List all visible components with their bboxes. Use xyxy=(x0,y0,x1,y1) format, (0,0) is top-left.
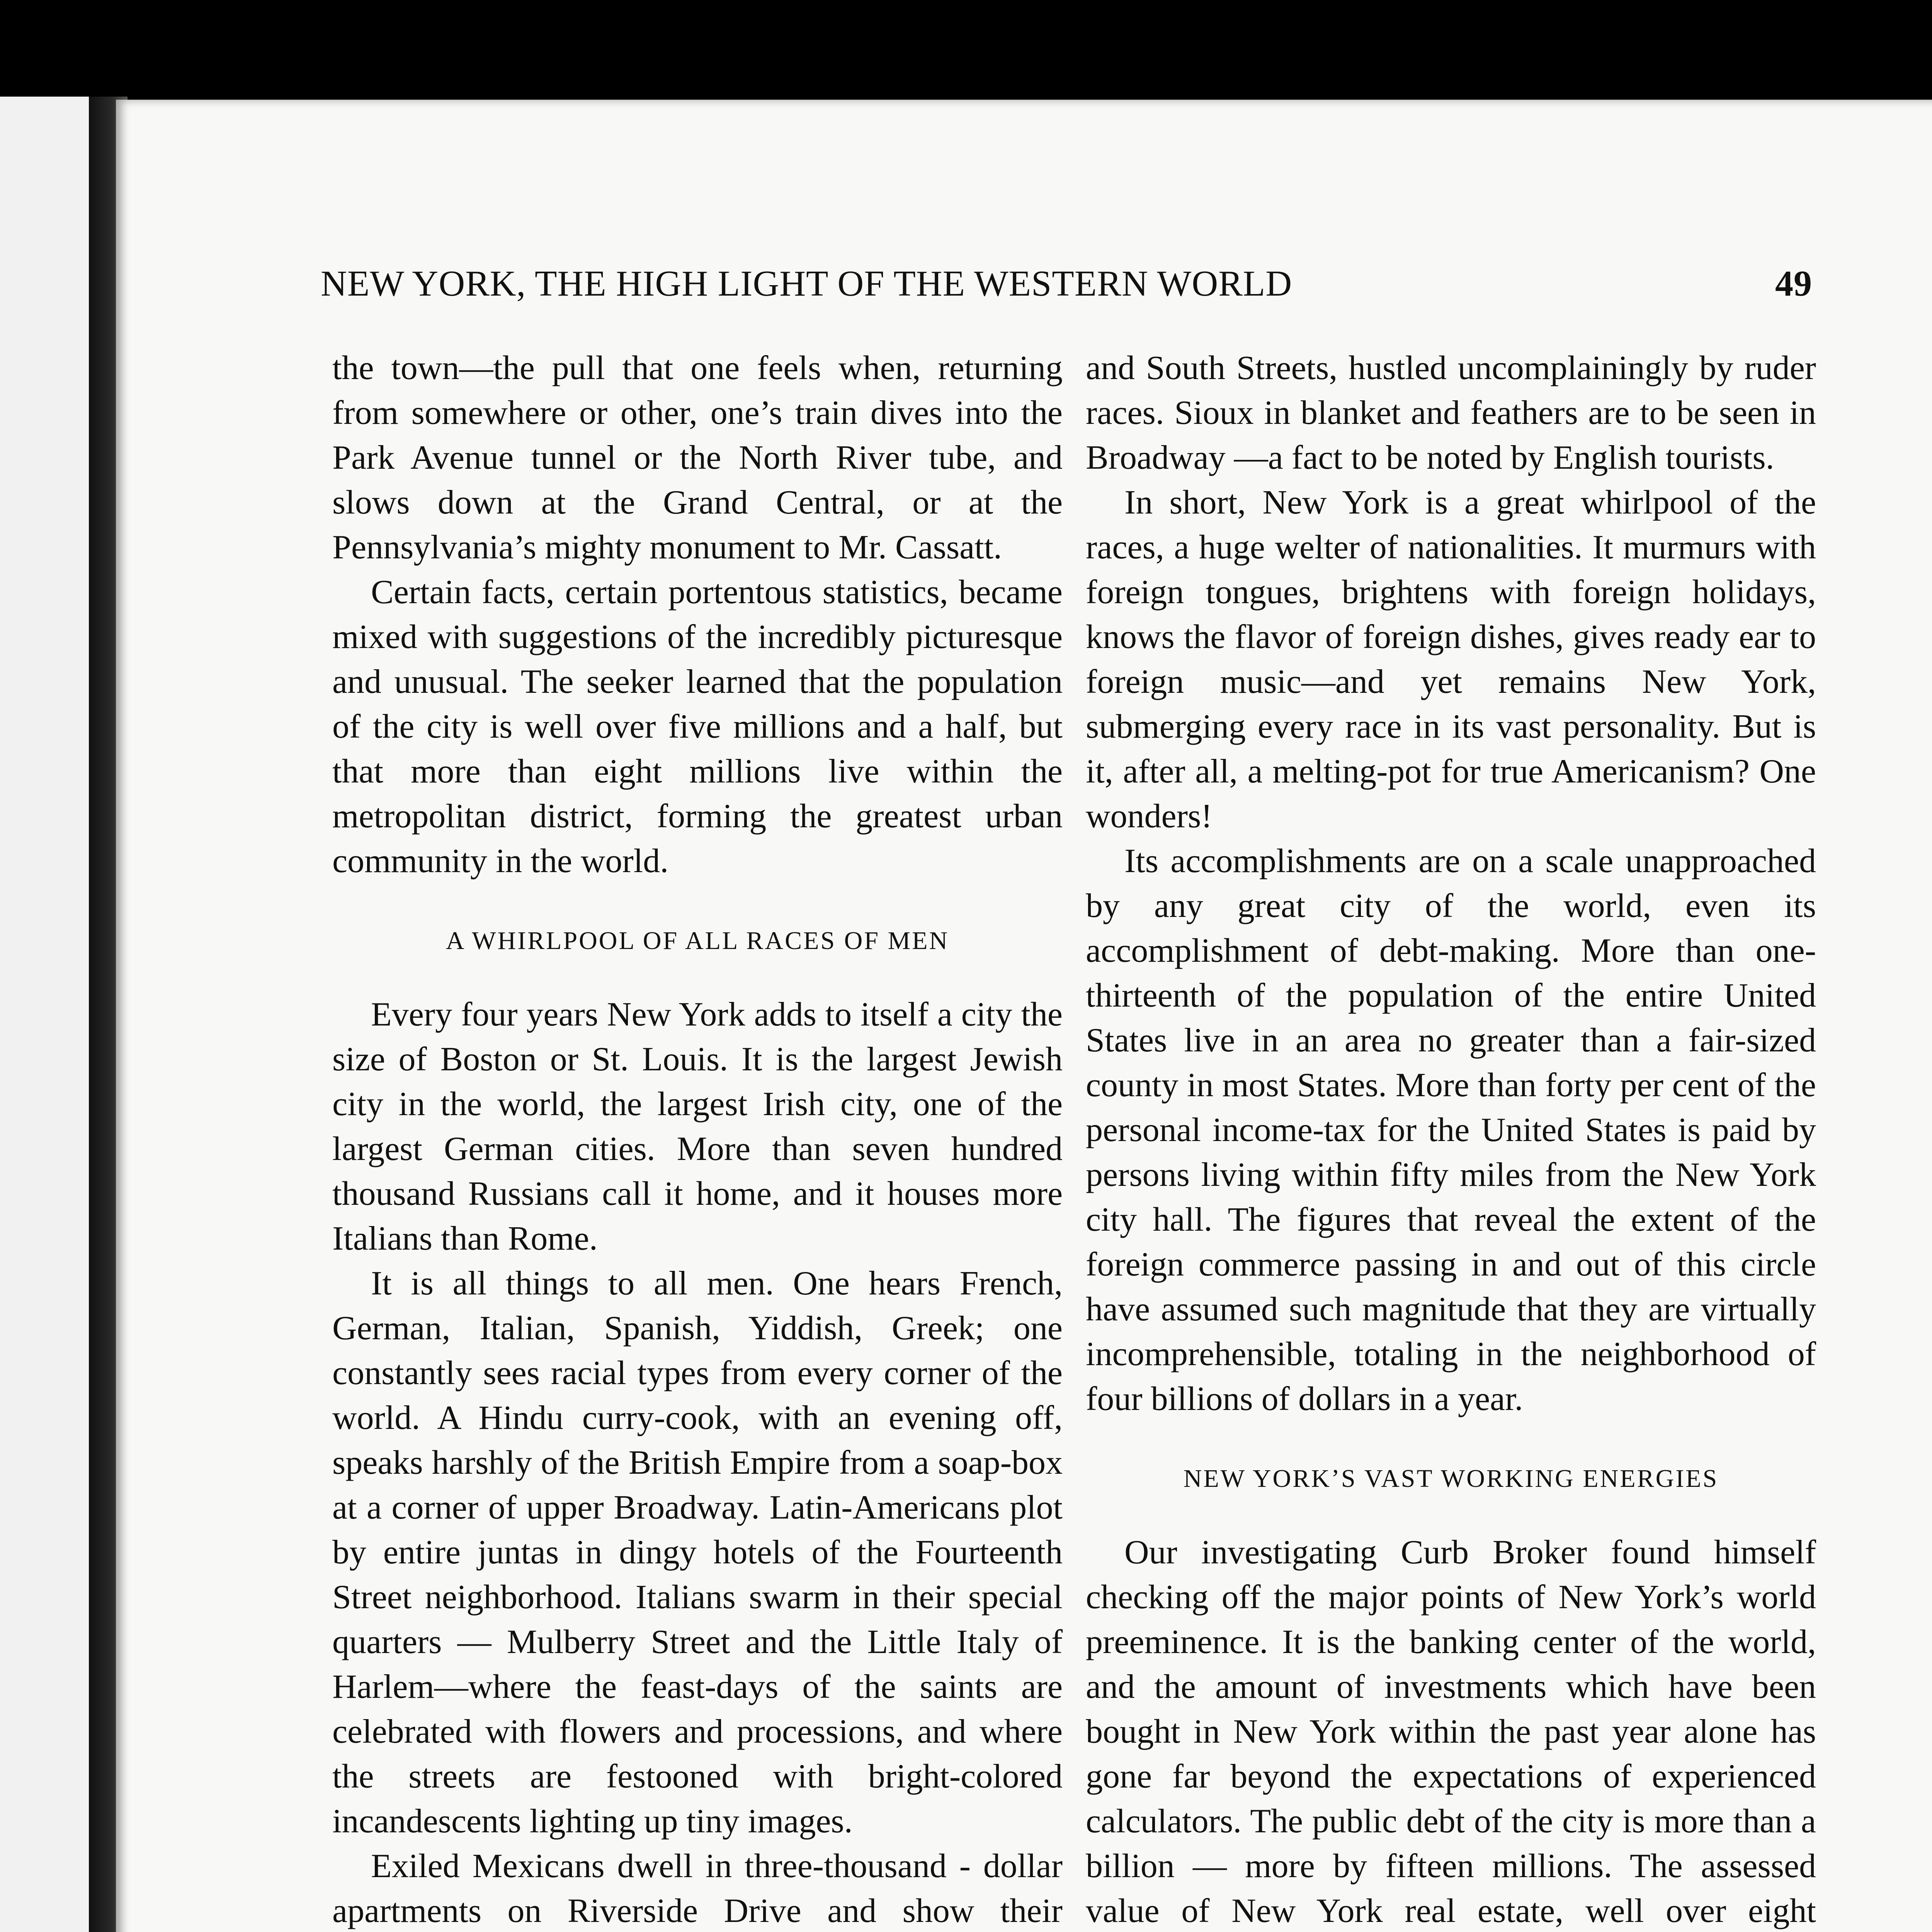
running-head-title: NEW YORK, THE HIGH LIGHT OF THE WESTERN WORLD xyxy=(321,264,1293,304)
paragraph: In short, New York is a great whirlpool of the races, a huge welter of nationalities. It murmurs with foreign tongues, brightens with foreign holidays, knows the flavor of foreign dishes, gives ready ear to foreign music—and yet remains New York, submerging every race in its vast personality. But is it, after all, a melting-pot for true Americanism? One wonders! xyxy=(1086,484,1816,835)
paragraph: Certain facts, certain portentous statistics, became mixed with suggestions of the incredibly picturesque and unusual. The seeker learned that the population of the city is well over five millions and a half, but that more than eight millions live within the metropolitan district, forming the greatest urban community in the world. xyxy=(332,573,1063,880)
paragraph: Every four years New York adds to itself a city the size of Boston or St. Louis. It is the largest Jewish city in the world, the largest Irish city, one of the largest German cities. More than seven hundred thousand Russians call it home, and it houses more Italians than Rome. xyxy=(332,996,1063,1257)
left-column xyxy=(332,346,1063,1932)
right-column xyxy=(1086,346,1816,1932)
page-number: 49 xyxy=(1775,264,1812,304)
paragraph: the town—the pull that one feels when, returning from somewhere or other, one’s train dives into the Park Avenue tunnel or the North River tube, and slows down at the Grand Central, or at the Pennsylvania’s mighty monument to Mr. Cassatt. xyxy=(332,349,1063,566)
paragraph: It is all things to all men. One hears French, German, Italian, Spanish, Yiddish, Greek; one constantly sees racial types from every corner of the world. A Hindu curry-cook, with an evening off, speaks harshly of the British Empire from a soap-box at a corner of upper Broadway. Latin-Americans plot by entire juntas in dingy hotels of the Fourteenth Street neighborhood. Italians swarm in their special quarters — Mulberry Street and the Little Italy of Harlem—where the feast-days of the saints are celebrated with flowers and processions, and where the streets are festooned with bright-colored incandescents lighting up tiny images. xyxy=(332,1265,1063,1840)
paragraph: and South Streets, hustled uncomplainingly by ruder races. Sioux in blanket and feathers are to be seen in Broadway —a fact to be noted by English tourists. xyxy=(1086,349,1816,476)
running-head xyxy=(321,263,1812,304)
section-heading: NEW YORK’S VAST WORKING ENERGIES xyxy=(1183,1464,1719,1493)
paragraph: Exiled Mexicans dwell in three-thousand - dollar apartments on Riverside Drive and show their xyxy=(332,1847,1063,1930)
section-heading: A WHIRLPOOL OF ALL RACES OF MEN xyxy=(446,927,949,955)
paragraph: Our investigating Curb Broker found himself checking off the major points of New York’s world preeminence. It is the banking center of the world, and the amount of investments which have been bought in New York within the past year alone has gone far beyond the expectations of experienced calculators. The public debt of the city is more than a billion — more by fifteen millions. The assessed value of New York real estate, well over eight xyxy=(1086,1534,1816,1930)
previous-page-edge xyxy=(0,97,89,1932)
paragraph: Its accomplishments are on a scale unapproached by any great city of the world, even its accomplishment of debt-making. More than one-thirteenth of the population of the entire United States live in an area no greater than a fair-sized county in most States. More than forty per cent of the personal income-tax for the United States is paid by persons living within fifty miles from the New York city hall. The figures that reveal the extent of the foreign commerce passing in and out of this circle have assumed such magnitude that they are virtually incomprehensible, totaling in the neighborhood of four billions of dollars in a year. xyxy=(1086,842,1816,1418)
